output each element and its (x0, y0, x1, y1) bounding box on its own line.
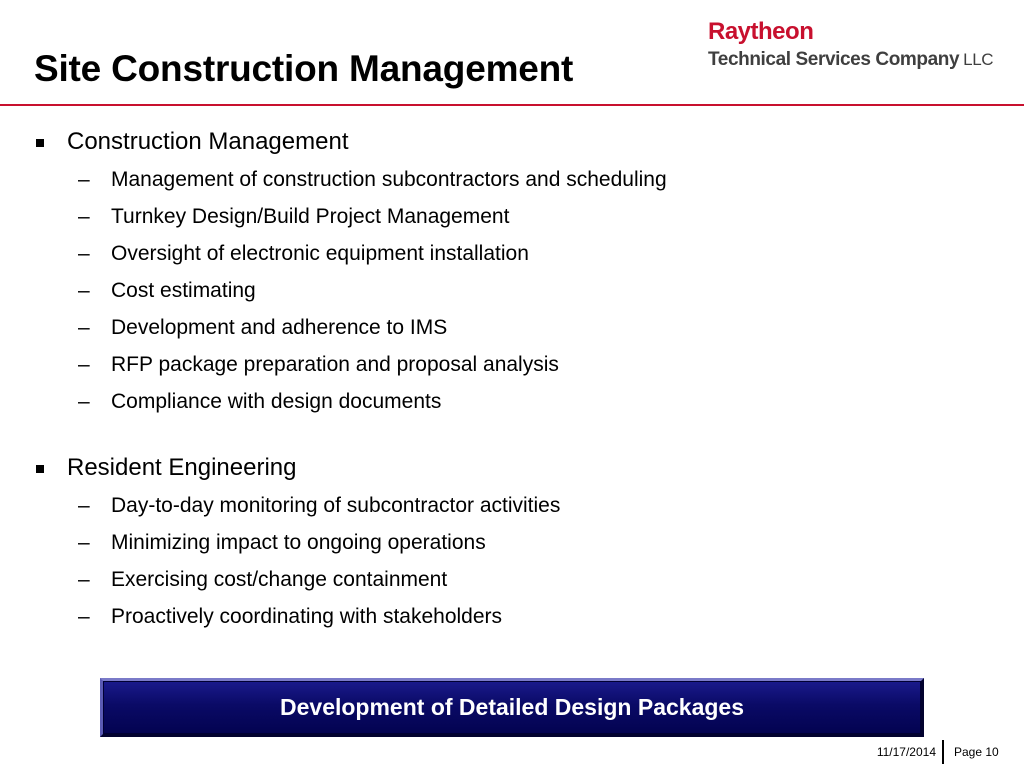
dash-bullet-icon: – (78, 353, 90, 376)
sub-item-text: Turnkey Design/Build Project Management (111, 205, 510, 228)
sub-item-text: Cost estimating (111, 279, 256, 302)
title-divider (0, 104, 1024, 106)
sub-item-text: Day-to-day monitoring of subcontractor activities (111, 494, 561, 517)
sub-item-text: Proactively coordinating with stakeholders (111, 605, 503, 628)
footer-divider (942, 740, 944, 764)
banner-text: Development of Detailed Design Packages (280, 694, 744, 720)
dash-bullet-icon: – (78, 390, 90, 413)
design-packages-banner (100, 678, 924, 737)
sub-item-text: Oversight of electronic equipment installation (111, 242, 529, 265)
logo-suffix: LLC (963, 50, 994, 69)
logo-brand: Raytheon (708, 18, 814, 45)
dash-bullet-icon: – (78, 568, 90, 591)
sub-item-text: Minimizing impact to ongoing operations (111, 531, 486, 554)
dash-bullet-icon: – (78, 316, 90, 339)
slide-title: Site Construction Management (34, 48, 574, 89)
dash-bullet-icon: – (78, 531, 90, 554)
square-bullet-icon (36, 139, 44, 147)
logo-company-name: Technical Services Company (708, 49, 960, 70)
section-heading: Resident Engineering (67, 454, 297, 481)
sub-item-text: Exercising cost/change containment (111, 568, 448, 591)
dash-bullet-icon: – (78, 605, 90, 628)
square-bullet-icon (36, 465, 44, 473)
sub-item-text: Compliance with design documents (111, 390, 442, 413)
sub-item-text: Management of construction subcontractors and scheduling (111, 168, 667, 191)
sub-item-text: Development and adherence to IMS (111, 316, 448, 339)
dash-bullet-icon: – (78, 205, 90, 228)
footer-date: 11/17/2014 (876, 745, 936, 759)
page-number: Page 10 (954, 745, 999, 759)
dash-bullet-icon: – (78, 279, 90, 302)
raytheon-logo (708, 20, 1008, 80)
dash-bullet-icon: – (78, 494, 90, 517)
slide-footer (0, 743, 1024, 765)
dash-bullet-icon: – (78, 242, 90, 265)
sub-item-text: RFP package preparation and proposal analysis (111, 353, 559, 376)
logo-company (708, 50, 993, 69)
dash-bullet-icon: – (78, 168, 90, 191)
section-heading: Construction Management (67, 128, 349, 155)
